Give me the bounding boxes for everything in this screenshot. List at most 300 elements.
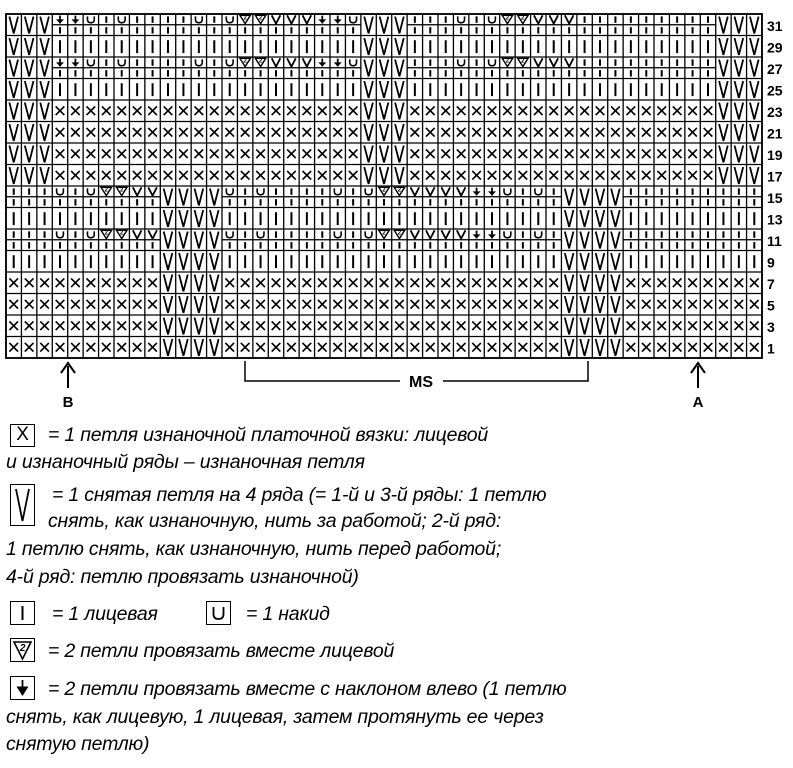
- stitch-cell: [303, 343, 312, 352]
- stitch-cell: [164, 189, 173, 206]
- stitch-cell: [349, 343, 358, 352]
- stitch-cell: [580, 189, 589, 206]
- stitch-cell: [116, 187, 126, 195]
- stitch-cell: [426, 106, 435, 115]
- stitch-cell: [395, 81, 404, 98]
- stitch-cell: [148, 278, 157, 287]
- stitch-cell: [688, 343, 697, 352]
- stitch-cell: [519, 128, 528, 137]
- stitch-cell: [148, 106, 157, 115]
- stitch-cell: [87, 106, 96, 115]
- stitch-cell: [704, 171, 713, 180]
- stitch-cell: [580, 128, 589, 137]
- stitch-cell: [241, 321, 250, 330]
- stitch-cell: [349, 128, 358, 137]
- row-number: 13: [767, 211, 783, 228]
- stitch-cell: [318, 343, 327, 352]
- stitch-cell: [518, 15, 528, 23]
- stitch-cell: [565, 106, 574, 115]
- stitch-cell: [395, 167, 404, 184]
- svg-text:2: 2: [243, 58, 247, 65]
- stitch-cell: [519, 321, 528, 330]
- marker-b-label: B: [62, 394, 74, 410]
- stitch-cell: [580, 275, 589, 292]
- stitch-cell: [627, 321, 636, 330]
- stitch-cell: [596, 253, 605, 270]
- stitch-cell: [210, 296, 219, 313]
- stitch-cell: [87, 16, 94, 22]
- stitch-cell: [673, 106, 682, 115]
- stitch-cell: [333, 321, 342, 330]
- stitch-cell: [318, 128, 327, 137]
- stitch-cell: [334, 16, 342, 24]
- stitch-cell: [488, 278, 497, 287]
- svg-text:2: 2: [243, 15, 247, 22]
- stitch-cell: [549, 106, 558, 115]
- stitch-cell: [688, 300, 697, 309]
- stitch-cell: [364, 60, 373, 77]
- stitch-cell: [535, 188, 542, 194]
- stitch-cell: [596, 171, 605, 180]
- stitch-cell: [272, 106, 281, 115]
- stitch-cell: [148, 343, 157, 352]
- stitch-cell: [380, 167, 389, 184]
- stitch-cell: [318, 149, 327, 158]
- stitch-cell: [179, 149, 188, 158]
- stitch-cell: [395, 146, 404, 163]
- stitch-cell: [411, 343, 420, 352]
- stitch-cell: [534, 128, 543, 137]
- stitch-cell: [473, 231, 481, 239]
- stitch-cell: [580, 210, 589, 227]
- stitch-cell: [195, 232, 204, 249]
- stitch-cell: [657, 106, 666, 115]
- row-number: 7: [767, 275, 775, 292]
- row-number: 15: [767, 189, 783, 206]
- ssk-line-1: = 2 петли провязать вместе с наклоном влево (1 петлю: [48, 678, 567, 700]
- purl-symbol-box: [10, 424, 35, 447]
- stitch-cell: [472, 106, 481, 115]
- stitch-cell: [549, 58, 558, 66]
- stitch-cell: [488, 300, 497, 309]
- stitch-cell: [565, 275, 574, 292]
- stitch-cell: [365, 231, 372, 237]
- stitch-cell: [379, 187, 389, 195]
- stitch-cell: [549, 343, 558, 352]
- stitch-cell: [71, 171, 80, 180]
- stitch-cell: [241, 278, 250, 287]
- stitch-cell: [519, 278, 528, 287]
- stitch-cell: [457, 171, 466, 180]
- row-number: 29: [767, 39, 783, 56]
- marker-a-label: A: [692, 394, 704, 410]
- stitch-cell: [426, 278, 435, 287]
- stitch-cell: [56, 128, 65, 137]
- stitch-cell: [272, 58, 281, 66]
- stitch-cell: [210, 189, 219, 206]
- stitch-cell: [502, 58, 512, 66]
- stitch-cell: [611, 232, 620, 249]
- stitch-cell: [580, 232, 589, 249]
- stitch-cell: [179, 210, 188, 227]
- stitch-cell: [735, 321, 744, 330]
- stitch-cell: [489, 16, 496, 22]
- stitch-cell: [256, 171, 265, 180]
- stitch-cell: [9, 146, 18, 163]
- stitch-cell: [688, 278, 697, 287]
- stitch-cell: [426, 300, 435, 309]
- stitch-cell: [210, 106, 219, 115]
- stitch-cell: [25, 146, 34, 163]
- stitch-cell: [71, 59, 79, 67]
- stitch-cell: [735, 343, 744, 352]
- stitch-cell: [688, 321, 697, 330]
- stitch-cell: [148, 187, 157, 195]
- stitch-cell: [56, 278, 65, 287]
- stitch-cell: [133, 149, 142, 158]
- stitch-cell: [87, 59, 94, 65]
- stitch-cell: [611, 171, 620, 180]
- stitch-cell: [87, 171, 96, 180]
- stitch-cell: [457, 343, 466, 352]
- stitch-cell: [287, 278, 296, 287]
- stitch-cell: [673, 149, 682, 158]
- row-number: 3: [767, 318, 775, 335]
- stitch-cell: [287, 58, 296, 66]
- stitch-cell: [719, 60, 728, 77]
- stitch-cell: [365, 188, 372, 194]
- stitch-cell: [318, 300, 327, 309]
- stitch-cell: [565, 253, 574, 270]
- stitch-cell: [750, 103, 759, 120]
- stitch-cell: [458, 16, 465, 22]
- stitch-cell: [225, 343, 234, 352]
- row-number: 23: [767, 103, 783, 120]
- marker-a: [691, 363, 705, 410]
- stitch-cell: [102, 149, 111, 158]
- stitch-cell: [750, 167, 759, 184]
- stitch-cell: [441, 278, 450, 287]
- stitch-cell: [349, 278, 358, 287]
- stitch-cell: [411, 106, 420, 115]
- svg-text:2: 2: [521, 15, 525, 22]
- stitch-cell: [210, 171, 219, 180]
- stitch-cell: [256, 106, 265, 115]
- stitch-cell: [395, 103, 404, 120]
- stitch-cell: [457, 278, 466, 287]
- stitch-cell: [596, 106, 605, 115]
- stitch-cell: [611, 253, 620, 270]
- stitch-cell: [195, 339, 204, 356]
- stitch-cell: [364, 167, 373, 184]
- stitch-cell: [488, 188, 496, 196]
- stitch-cell: [364, 321, 373, 330]
- stitch-cell: [688, 149, 697, 158]
- svg-text:2: 2: [120, 230, 124, 237]
- stitch-cell: [580, 253, 589, 270]
- stitch-cell: [179, 189, 188, 206]
- svg-text:2: 2: [258, 58, 263, 65]
- stitch-cell: [40, 60, 49, 77]
- stitch-cell: [40, 167, 49, 184]
- svg-text:2: 2: [104, 230, 108, 237]
- stitch-cell: [519, 343, 528, 352]
- stitch-cell: [87, 321, 96, 330]
- stitch-cell: [596, 275, 605, 292]
- stitch-cell: [56, 171, 65, 180]
- stitch-cell: [473, 188, 481, 196]
- stitch-cell: [318, 278, 327, 287]
- stitch-cell: [350, 16, 357, 22]
- stitch-cell: [750, 38, 759, 55]
- stitch-cell: [195, 189, 204, 206]
- stitch-cell: [57, 188, 64, 194]
- stitch-cell: [9, 343, 18, 352]
- stitch-cell: [56, 16, 64, 24]
- stitch-cell: [117, 321, 126, 330]
- k2tog-symbol-digit: 2: [19, 643, 26, 654]
- stitch-cell: [40, 343, 49, 352]
- stitch-cell: [318, 171, 327, 180]
- stitch-cell: [673, 321, 682, 330]
- stitch-cell: [287, 321, 296, 330]
- knit-symbol: [10, 601, 35, 625]
- knit-stitch-icon: [10, 601, 35, 625]
- stitch-cell: [472, 343, 481, 352]
- stitch-cell: [303, 128, 312, 137]
- stitch-cell: [164, 296, 173, 313]
- stitch-cell: [379, 230, 389, 238]
- stitch-cell: [488, 149, 497, 158]
- stitch-cell: [549, 128, 558, 137]
- stitch-cell: [426, 128, 435, 137]
- stitch-cell: [303, 278, 312, 287]
- repeat-label: MS: [409, 374, 433, 391]
- slip-line-3: 1 петлю снять, как изнаночную, нить перед работой;: [6, 538, 502, 560]
- stitch-cell: [102, 343, 111, 352]
- stitch-cell: [750, 278, 759, 287]
- stitch-cell: [580, 106, 589, 115]
- stitch-cell: [272, 321, 281, 330]
- stitch-cell: [333, 106, 342, 115]
- stitch-cell: [148, 300, 157, 309]
- stitch-cell: [117, 149, 126, 158]
- stitch-cell: [133, 278, 142, 287]
- stitch-cell: [673, 128, 682, 137]
- stitch-cell: [472, 171, 481, 180]
- stitch-cell: [241, 343, 250, 352]
- stitch-cell: [411, 300, 420, 309]
- stitch-cell: [257, 188, 264, 194]
- stitch-cell: [148, 230, 157, 238]
- stitch-cell: [380, 17, 389, 34]
- stitch-cell: [226, 16, 233, 22]
- stitch-cell: [596, 210, 605, 227]
- stitch-cell: [642, 149, 651, 158]
- stitch-cell: [318, 106, 327, 115]
- stitch-cell: [210, 339, 219, 356]
- stitch-cell: [25, 124, 34, 141]
- stitch-cell: [627, 128, 636, 137]
- stitch-cell: [380, 300, 389, 309]
- stitch-cell: [57, 231, 64, 237]
- stitch-cell: [25, 343, 34, 352]
- stitch-cell: [210, 275, 219, 292]
- ssk-line-3: снятую петлю): [6, 733, 150, 755]
- stitch-cell: [735, 278, 744, 287]
- stitch-cell: [534, 58, 543, 66]
- stitch-cell: [364, 124, 373, 141]
- stitch-cell: [287, 15, 296, 23]
- stitch-cell: [255, 58, 265, 66]
- stitch-cell: [256, 321, 265, 330]
- stitch-cell: [565, 171, 574, 180]
- k2tog-text: = 2 петли провязать вместе лицевой: [48, 640, 395, 662]
- stitch-cell: [657, 321, 666, 330]
- stitch-cell: [195, 318, 204, 335]
- svg-text:2: 2: [382, 187, 386, 194]
- stitch-cell: [195, 296, 204, 313]
- stitch-cell: [611, 296, 620, 313]
- stitch-cell: [735, 124, 744, 141]
- ssk-line-2: снять, как лицевую, 1 лицевая, затем протянуть ее через: [6, 706, 544, 728]
- stitch-cell: [611, 339, 620, 356]
- stitch-cell: [503, 171, 512, 180]
- stitch-cell: [256, 343, 265, 352]
- stitch-cell: [40, 300, 49, 309]
- stitch-cell: [349, 149, 358, 158]
- stitch-cell: [195, 171, 204, 180]
- stitch-cell: [503, 149, 512, 158]
- stitch-cell: [40, 17, 49, 34]
- k2tog-symbol: [10, 638, 35, 662]
- row-number: 21: [767, 125, 783, 142]
- stitch-cell: [534, 15, 543, 23]
- stitch-cell: [179, 339, 188, 356]
- stitch-cell: [148, 321, 157, 330]
- stitch-cell: [719, 17, 728, 34]
- stitch-cell: [225, 278, 234, 287]
- stitch-cell: [394, 187, 404, 195]
- stitch-cell: [87, 128, 96, 137]
- stitch-cell: [25, 103, 34, 120]
- stitch-cell: [272, 171, 281, 180]
- stitch-cell: [256, 278, 265, 287]
- stitch-cell: [411, 230, 420, 238]
- stitch-cell: [611, 275, 620, 292]
- stitch-cell: [565, 232, 574, 249]
- stitch-cell: [9, 124, 18, 141]
- stitch-cell: [411, 278, 420, 287]
- stitch-cell: [380, 146, 389, 163]
- stitch-cell: [426, 171, 435, 180]
- stitch-cell: [133, 300, 142, 309]
- stitch-cell: [457, 149, 466, 158]
- stitch-cell: [255, 15, 265, 23]
- stitch-cell: [40, 321, 49, 330]
- stitch-cell: [719, 300, 728, 309]
- stitch-cell: [657, 171, 666, 180]
- stitch-cell: [117, 300, 126, 309]
- stitch-cell: [750, 321, 759, 330]
- stitch-cell: [87, 300, 96, 309]
- stitch-cell: [118, 59, 125, 65]
- stitch-cell: [395, 321, 404, 330]
- stitch-cell: [256, 149, 265, 158]
- stitch-cell: [488, 321, 497, 330]
- stitch-cell: [25, 38, 34, 55]
- stitch-cell: [56, 149, 65, 158]
- stitch-cell: [657, 278, 666, 287]
- stitch-cell: [71, 321, 80, 330]
- stitch-cell: [164, 128, 173, 137]
- stitch-cell: [503, 321, 512, 330]
- stitch-cell: [287, 106, 296, 115]
- stitch-cell: [334, 59, 342, 67]
- stitch-cell: [642, 106, 651, 115]
- stitch-cell: [395, 124, 404, 141]
- stitch-cell: [333, 171, 342, 180]
- stitch-cell: [318, 59, 326, 67]
- stitch-cell: [303, 15, 312, 23]
- stitch-cell: [673, 171, 682, 180]
- stitch-cell: [627, 343, 636, 352]
- stitch-cell: [735, 17, 744, 34]
- stitch-cell: [364, 103, 373, 120]
- stitch-cell: [503, 106, 512, 115]
- stitch-cell: [225, 171, 234, 180]
- stitch-cell: [25, 167, 34, 184]
- stitch-cell: [117, 278, 126, 287]
- stitch-cell: [364, 81, 373, 98]
- stitch-cell: [148, 171, 157, 180]
- stitch-cell: [380, 60, 389, 77]
- stitch-cell: [458, 59, 465, 65]
- stitch-cell: [195, 128, 204, 137]
- stitch-cell: [225, 128, 234, 137]
- stitch-cell: [549, 300, 558, 309]
- stitch-cell: [287, 149, 296, 158]
- stitch-cell: [287, 300, 296, 309]
- stitch-cell: [504, 231, 511, 237]
- stitch-cell: [272, 128, 281, 137]
- stitch-cell: [349, 321, 358, 330]
- stitch-cell: [349, 300, 358, 309]
- stitch-cell: [426, 321, 435, 330]
- stitch-cell: [472, 321, 481, 330]
- stitch-cell: [9, 167, 18, 184]
- stitch-cell: [627, 278, 636, 287]
- stitch-cell: [56, 106, 65, 115]
- row-number: 19: [767, 146, 783, 163]
- stitch-cell: [426, 343, 435, 352]
- stitch-cell: [611, 128, 620, 137]
- stitch-cell: [179, 171, 188, 180]
- stitch-cell: [642, 171, 651, 180]
- stitch-cell: [303, 58, 312, 66]
- stitch-cell: [704, 128, 713, 137]
- stitch-cell: [9, 17, 18, 34]
- stitch-cell: [719, 103, 728, 120]
- stitch-cell: [87, 149, 96, 158]
- stitch-cell: [257, 231, 264, 237]
- stitch-cell: [101, 230, 111, 238]
- stitch-cell: [457, 230, 466, 238]
- row-numbers: [767, 18, 783, 357]
- stitch-cell: [411, 171, 420, 180]
- stitch-cell: [503, 128, 512, 137]
- ssk-symbol: [10, 676, 35, 700]
